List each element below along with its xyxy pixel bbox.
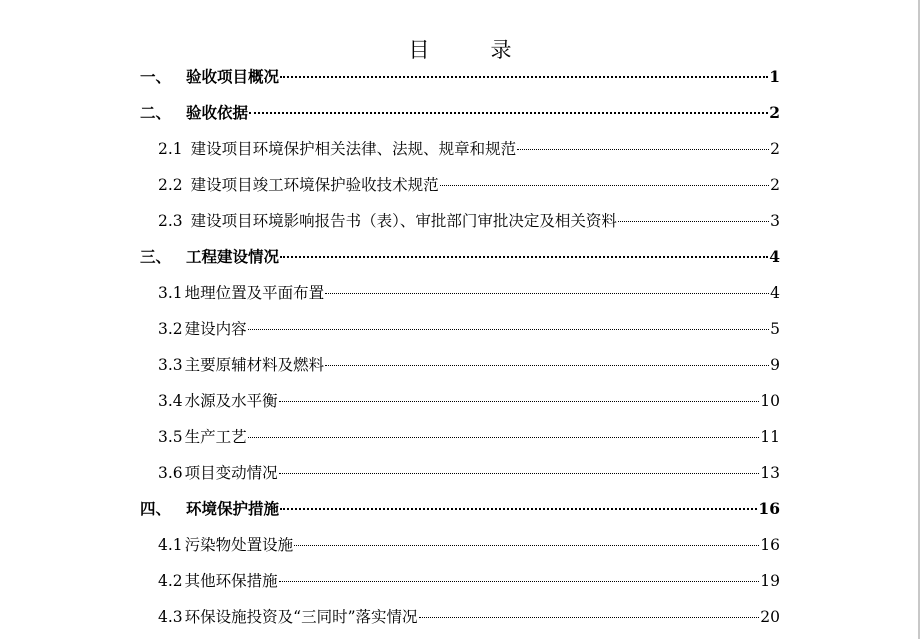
toc-entry-number: 4.1 <box>158 536 183 554</box>
toc-entry[interactable] <box>0 455 920 491</box>
toc-entry[interactable] <box>0 311 920 347</box>
toc-entry-label: 验收项目概况 <box>186 67 280 86</box>
toc-title: 目 录 <box>408 38 532 63</box>
toc-entry-page: 2 <box>770 176 780 194</box>
dot-leader <box>279 473 760 474</box>
toc-entry[interactable] <box>0 527 920 563</box>
toc-entry-label: 污染物处置设施 <box>184 536 294 554</box>
toc-entry-page: 9 <box>770 356 780 374</box>
toc-entry-page: 19 <box>760 572 780 590</box>
toc-entry[interactable] <box>0 419 920 455</box>
toc-entry-page: 4 <box>770 284 780 302</box>
dot-leader <box>249 112 768 114</box>
toc-entry[interactable] <box>0 59 920 95</box>
dot-leader <box>517 149 769 150</box>
toc-entry[interactable] <box>0 347 920 383</box>
toc-entry-label: 地理位置及平面布置 <box>184 284 325 302</box>
toc-entry-number: 3.5 <box>158 428 183 446</box>
toc-entry-label: 其他环保措施 <box>184 572 278 590</box>
dot-leader <box>325 365 769 366</box>
dot-leader <box>280 76 768 78</box>
toc-entry-number: 3.6 <box>158 464 183 482</box>
toc-entry-number: 一、 <box>140 67 172 86</box>
toc-entry-label: 建设项目环境保护相关法律、法规、规章和规范 <box>190 140 517 158</box>
dot-leader <box>440 185 769 186</box>
toc-entry-page: 4 <box>769 247 780 266</box>
toc-entry[interactable] <box>0 203 920 239</box>
toc-entry-page: 16 <box>760 536 780 554</box>
toc-entry-label: 建设内容 <box>184 320 247 338</box>
dot-leader <box>325 293 769 294</box>
toc-entry[interactable] <box>0 131 920 167</box>
toc-entry-number: 4.3 <box>158 608 183 626</box>
toc-entry-label: 环境保护措施 <box>186 499 280 518</box>
toc-entry-label: 水源及水平衡 <box>184 392 278 410</box>
toc-entry-number: 3.4 <box>158 392 183 410</box>
dot-leader <box>280 256 768 258</box>
toc-entry[interactable] <box>0 167 920 203</box>
dot-leader <box>279 581 760 582</box>
toc-entry-page: 5 <box>770 320 780 338</box>
toc-entry-page: 10 <box>760 392 780 410</box>
dot-leader <box>419 617 760 618</box>
toc-entry-label: 环保设施投资及“三同时”落实情况 <box>184 608 418 626</box>
dot-leader <box>280 508 757 510</box>
toc-entry-label: 建设项目环境影响报告书（表）、审批部门审批决定及相关资料 <box>190 212 617 230</box>
toc-entry[interactable] <box>0 239 920 275</box>
dot-leader <box>279 401 760 402</box>
toc-entry[interactable] <box>0 275 920 311</box>
toc-list <box>0 59 920 635</box>
toc-entry[interactable] <box>0 599 920 635</box>
toc-entry-number: 3.3 <box>158 356 183 374</box>
toc-entry-number: 2.3 <box>158 212 183 230</box>
toc-entry-page: 13 <box>760 464 780 482</box>
toc-entry-page: 2 <box>769 103 780 122</box>
toc-entry[interactable] <box>0 95 920 131</box>
dot-leader <box>618 221 769 222</box>
toc-entry-label: 生产工艺 <box>184 428 247 446</box>
toc-entry-number: 2.2 <box>158 176 183 194</box>
toc-entry-number: 3.1 <box>158 284 183 302</box>
toc-entry-label: 工程建设情况 <box>186 247 280 266</box>
toc-entry[interactable] <box>0 563 920 599</box>
toc-entry-label: 验收依据 <box>186 103 249 122</box>
dot-leader <box>294 545 759 546</box>
dot-leader <box>248 329 769 330</box>
toc-entry-number: 4.2 <box>158 572 183 590</box>
toc-entry-number: 3.2 <box>158 320 183 338</box>
toc-entry-page: 3 <box>770 212 780 230</box>
toc-entry-page: 11 <box>760 428 780 446</box>
toc-entry-number: 2.1 <box>158 140 183 158</box>
toc-entry-page: 16 <box>758 499 780 518</box>
toc-entry-page: 2 <box>770 140 780 158</box>
toc-entry-page: 1 <box>769 67 780 86</box>
toc-entry-label: 项目变动情况 <box>184 464 278 482</box>
toc-entry-number: 三、 <box>140 247 172 266</box>
toc-entry-number: 二、 <box>140 103 172 122</box>
toc-entry-label: 建设项目竣工环境保护验收技术规范 <box>190 176 439 194</box>
toc-entry[interactable] <box>0 491 920 527</box>
dot-leader <box>248 437 760 438</box>
toc-entry-page: 20 <box>760 608 780 626</box>
toc-entry-number: 四、 <box>140 499 172 518</box>
toc-entry[interactable] <box>0 383 920 419</box>
toc-entry-label: 主要原辅材料及燃料 <box>184 356 325 374</box>
